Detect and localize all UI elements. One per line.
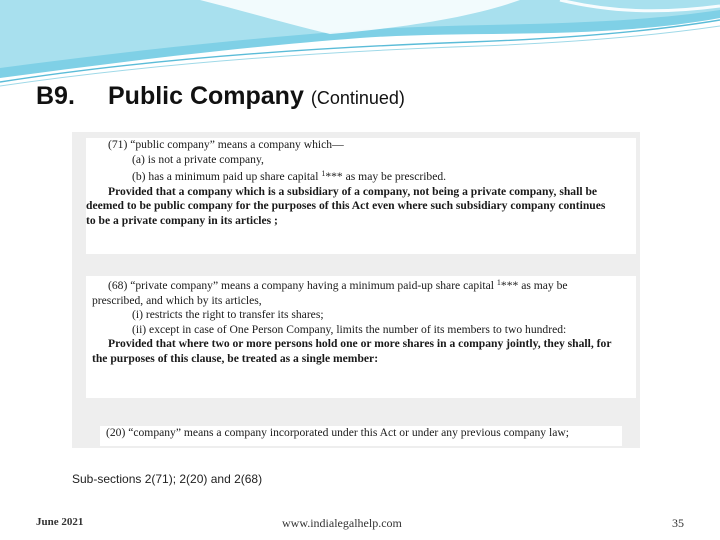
excerpt-line: Provided that a company which is a subsidiary of a company, not being a private company, shall be — [108, 184, 598, 198]
footer-page-number: 35 — [672, 516, 684, 530]
private-company-excerpt — [86, 276, 636, 398]
excerpt-line: (ii) except in case of One Person Company, limits the number of its members to two hundred: — [132, 322, 567, 336]
footnote-mark: 1 — [321, 169, 326, 179]
excerpt-line: (b) has a minimum paid up share capital $^1$*** as may be prescribed. — [132, 169, 447, 184]
footer-website: www.indialegalhelp.com — [282, 516, 402, 530]
excerpt-line: deemed to be public company for the purposes of this Act even where such subsidiary company continues — [86, 199, 606, 213]
excerpt-line: prescribed, and which by its articles, — [92, 293, 262, 307]
excerpt-line: (71) “public company” means a company which— — [108, 138, 344, 151]
excerpt-line: (a) is not a private company, — [132, 152, 264, 166]
footnote-mark: 1 — [496, 278, 501, 287]
public-company-excerpt — [86, 138, 636, 254]
slide-title-text: Public Company — [108, 82, 304, 110]
slide-caption: Sub-sections 2(71); 2(20) and 2(68) — [72, 472, 263, 486]
excerpt-line: (68) “private company” means a company having a minimum paid-up share capital $^1$*** as may be — [108, 278, 568, 292]
excerpt-line: the purposes of this clause, be treated as a single member: — [92, 351, 379, 365]
slide-number-label: B9. — [36, 82, 75, 110]
excerpt-line: to be a private company in its articles ; — [86, 213, 278, 227]
footer-date: June 2021 — [36, 516, 84, 528]
excerpt-line: (i) restricts the right to transfer its shares; — [132, 308, 324, 322]
excerpt-line: Provided that where two or more persons hold one or more shares in a company jointly, they shall, for — [108, 337, 612, 351]
slide-title-suffix: (Continued) — [310, 88, 405, 108]
slide-title — [36, 82, 405, 111]
header-wave-decoration — [0, 0, 720, 95]
excerpt-line: (20) “company” means a company incorporated under this Act or under any previous company law; — [106, 426, 569, 439]
company-excerpt — [100, 426, 622, 446]
